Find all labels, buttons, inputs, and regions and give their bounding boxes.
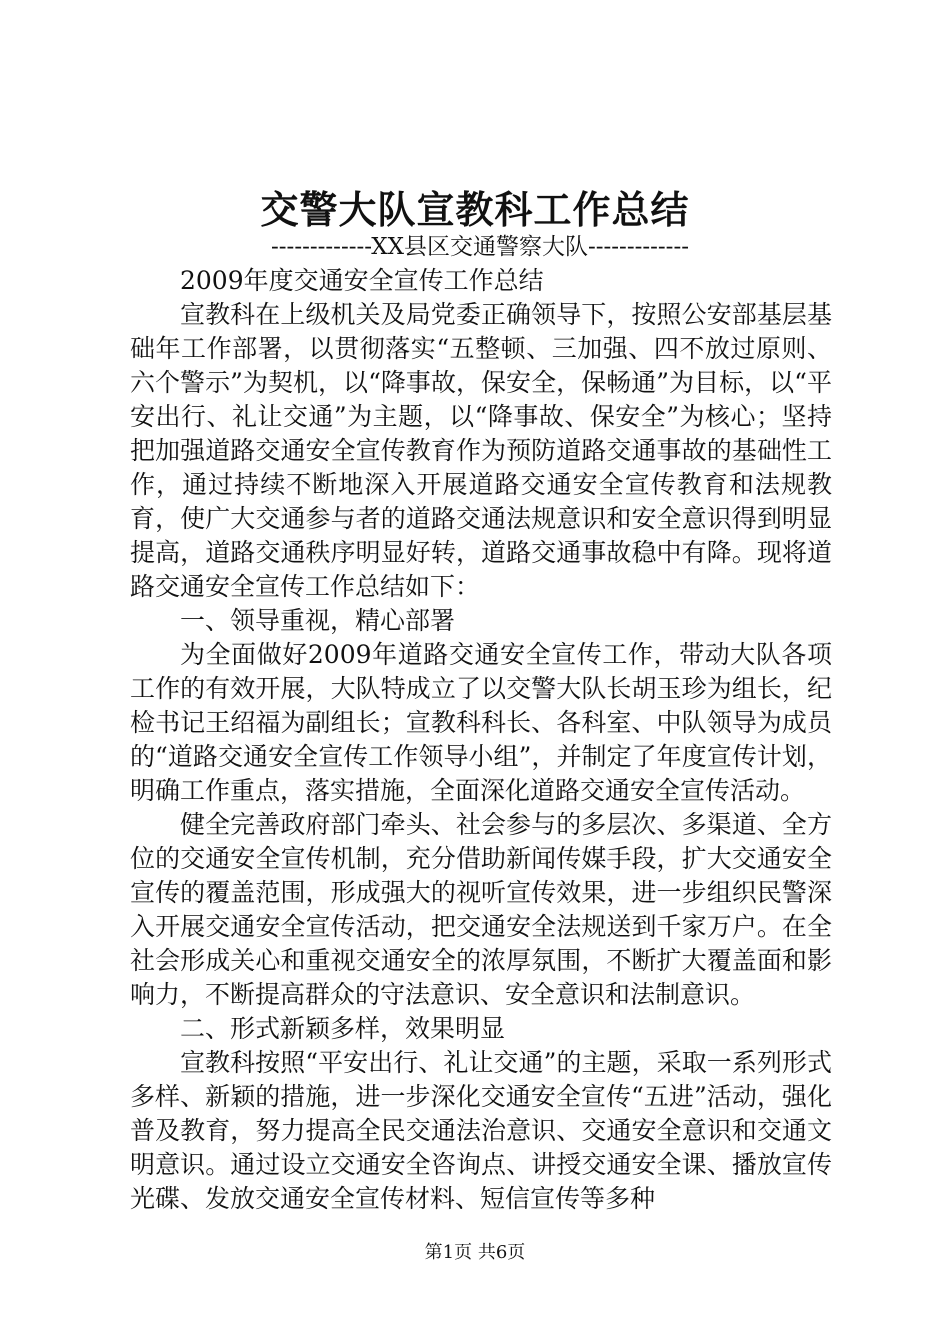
document-body	[130, 264, 832, 1216]
paragraph: 宣教科在上级机关及局党委正确领导下，按照公安部基层基础年工作部署，以贯彻落实“五整顿、三加强、四不放过原则、六个警示”为契机，以“降事故，保安全，保畅通”为目标，以“平安出行、礼让交通”为主题，以“降事故、保安全”为核心；坚持把加强道路交通安全宣传教育作为预防道路交通事故的基础性工作，通过持续不断地深入开展道路交通安全宣传教育和法规教育，使广大交通参与者的道路交通法规意识和安全意识得到明显提高，道路交通秩序明显好转，道路交通事故稳中有降。现将道路交通安全宣传工作总结如下：	[130, 300, 832, 601]
document-subtitle: -------------XX县区交通警察大队-------------	[271, 234, 689, 260]
paragraph: 为全面做好2009年道路交通安全宣传工作，带动大队各项工作的有效开展，大队特成立了以交警大队长胡玉珍为组长，纪检书记王绍福为副组长；宣教科科长、各科室、中队领导为成员的“道路交通安全宣传工作领导小组”，并制定了年度宣传计划，明确工作重点，落实措施，全面深化道路交通安全宣传活动。	[130, 640, 832, 805]
paragraph-heading: 2009年度交通安全宣传工作总结	[180, 266, 544, 295]
section-heading: 一、领导重视，精心部署	[180, 606, 456, 635]
page-footer: 第1页 共6页	[424, 1242, 526, 1263]
document-title: 交警大队宣教科工作总结	[260, 187, 690, 232]
paragraph: 健全完善政府部门牵头、社会参与的多层次、多渠道、全方位的交通安全宣传机制，充分借助新闻传媒手段，扩大交通安全宣传的覆盖范围，形成强大的视听宣传效果，进一步组织民警深入开展交通安全宣传活动，把交通安全法规送到千家万户。在全社会形成关心和重视交通安全的浓厚氛围，不断扩大覆盖面和影响力，不断提高群众的守法意识、安全意识和法制意识。	[130, 810, 832, 1009]
section-heading: 二、形式新颖多样，效果明显	[180, 1014, 506, 1043]
paragraph: 宣教科按照“平安出行、礼让交通”的主题，采取一系列形式多样、新颖的措施，进一步深化交通安全宣传“五进”活动，强化普及教育，努力提高全民交通法治意识、交通安全意识和交通文明意识。通过设立交通安全咨询点、讲授交通安全课、播放宣传光碟、发放交通安全宣传材料、短信宣传等多种	[130, 1048, 832, 1213]
